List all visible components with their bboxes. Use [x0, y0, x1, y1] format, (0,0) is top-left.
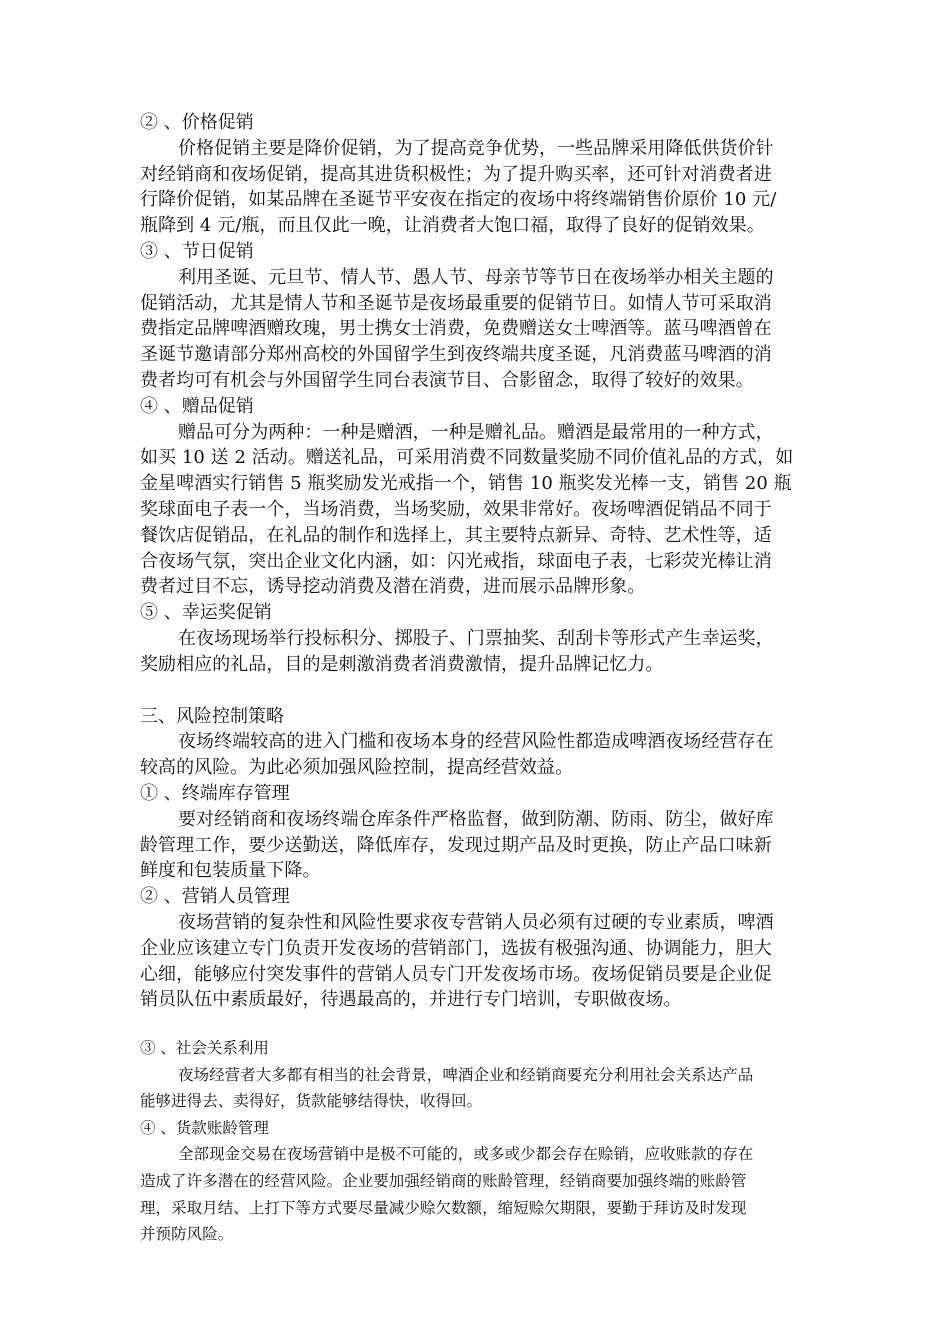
paragraph-line: 造成了许多潜在的经营风险。企业要加强经销商的账龄管理，经销商要加强终端的账龄管: [140, 1172, 747, 1191]
paragraph-line: 能够进得去、卖得好，货款能够结得快，收得回。: [140, 1092, 483, 1111]
section-title-risk: 三、风险控制策略: [140, 705, 284, 727]
section-heading-social: ③ 、社会关系利用: [140, 1039, 269, 1058]
paragraph-line: 奖球面电子表一个，当场消费，当场奖励，效果非常好。夜场啤酒促销品不同于: [140, 498, 772, 520]
paragraph-line: 费者均可有机会与外国留学生同台表演节目、合影留念，取得了较好的效果。: [140, 369, 754, 391]
paragraph-line: 赠品可分为两种：一种是赠酒，一种是赠礼品。赠酒是最常用的一种方式，: [178, 421, 774, 443]
paragraph-line: 并预防风险。: [140, 1225, 234, 1244]
section-heading-gift: ④ 、赠品促销: [140, 395, 254, 417]
paragraph-line: 费指定品牌啤酒赠玫瑰，男士携女士消费，免费赠送女士啤酒等。蓝马啤酒曾在: [140, 318, 772, 340]
paragraph-line: 费者过目不忘，诱导挖动消费及潜在消费，进而展示品牌形象。: [140, 576, 646, 598]
paragraph-line: 全部现金交易在夜场营销中是极不可能的，或多或少都会存在赊销，应收账款的存在: [178, 1145, 754, 1164]
section-heading-price: ② 、价格促销: [140, 112, 254, 133]
paragraph-line: 较高的风险。为此必须加强风险控制，提高经营效益。: [140, 757, 574, 779]
paragraph-line: 龄管理工作，要少送勤送，降低库存，发现过期产品及时更换，防止产品口味新: [140, 834, 772, 856]
section-heading-inventory: ① 、终端库存管理: [140, 782, 290, 804]
section-heading-staff: ② 、营销人员管理: [140, 886, 290, 908]
paragraph-line: 瓶降到 4 元/瓶，而且仅此一晚，让消费者大饱口福，取得了良好的促销效果。: [140, 215, 765, 237]
paragraph-line: 鲜度和包装质量下降。: [140, 860, 321, 882]
paragraph-line: 理，采取月结、上打下等方式要尽量减少赊欠数额，缩短赊欠期限，要勤于拜访及时发现: [140, 1198, 747, 1217]
paragraph-line: 价格促销主要是降价促销，为了提高竞争优势，一些品牌采用降低供货价针: [178, 137, 774, 159]
paragraph-line: 如买 10 送 2 活动。赠送礼品，可采用消费不同数量奖励不同价值礼品的方式，如: [140, 447, 794, 469]
paragraph-line: 行降价促销，如某品牌在圣诞节平安夜在指定的夜场中将终端销售价原价 10 元/: [140, 189, 777, 211]
paragraph-line: 夜场经营者大多都有相当的社会背景，啤酒企业和经销商要充分利用社会关系达产品: [178, 1065, 754, 1084]
spacer: [140, 678, 820, 704]
paragraph-line: 促销活动，尤其是情人节和圣诞节是夜场最重要的促销节日。如情人节可采取消: [140, 292, 772, 314]
paragraph-line: 夜场营销的复杂性和风险性要求夜专营销人员必须有过硬的专业素质，啤酒: [178, 911, 774, 933]
paragraph-line: 餐饮店促销品，在礼品的制作和选择上，其主要特点新异、奇特、艺术性等，适: [140, 524, 772, 546]
paragraph-line: 对经销商和夜场促销，提高其进货积极性；为了提升购买率，还可针对消费者进: [140, 163, 772, 185]
paragraph-line: 奖励相应的礼品，目的是刺激消费者消费激情，提升品牌记忆力。: [140, 653, 664, 675]
paragraph-line: 在夜场现场举行投标积分、掷股子、门票抽奖、刮刮卡等形式产生幸运奖，: [178, 627, 774, 649]
paragraph-line: 利用圣诞、元旦节、情人节、愚人节、母亲节等节日在夜场举办相关主题的: [178, 266, 774, 288]
document-page: [140, 110, 820, 1248]
paragraph-line: 销员队伍中素质最好，待遇最高的，并进行专门培训，专职做夜场。: [140, 989, 682, 1011]
paragraph-line: 合夜场气氛，突出企业文化内涵，如：闪光戒指，球面电子表，七彩荧光棒让消: [140, 550, 772, 572]
section-heading-payment: ④ 、货款账龄管理: [140, 1118, 269, 1137]
paragraph-line: 企业应该建立专门负责开发夜场的营销部门，选拔有极强沟通、协调能力，胆大: [140, 937, 772, 959]
spacer: [140, 1013, 820, 1035]
paragraph-line: 圣诞节邀请部分郑州高校的外国留学生到夜终端共度圣诞，凡消费蓝马啤酒的消: [140, 344, 772, 366]
paragraph-line: 金星啤酒实行销售 5 瓶奖励发光戒指一个，销售 10 瓶奖发光棒一支，销售 20 瓶: [140, 473, 792, 495]
smaller-text-block: [140, 1035, 820, 1248]
paragraph-line: 心细，能够应付突发事件的营销人员专门开发夜场市场。夜场促销员要是企业促: [140, 963, 772, 985]
paragraph-line: 夜场终端较高的进入门槛和夜场本身的经营风险性都造成啤酒夜场经营存在: [178, 731, 774, 753]
section-heading-holiday: ③ 、节日促销: [140, 240, 254, 262]
section-heading-lucky: ⑤ 、幸运奖促销: [140, 602, 272, 624]
paragraph-line: 要对经销商和夜场终端仓库条件严格监督，做到防潮、防雨、防尘，做好库: [178, 808, 774, 830]
